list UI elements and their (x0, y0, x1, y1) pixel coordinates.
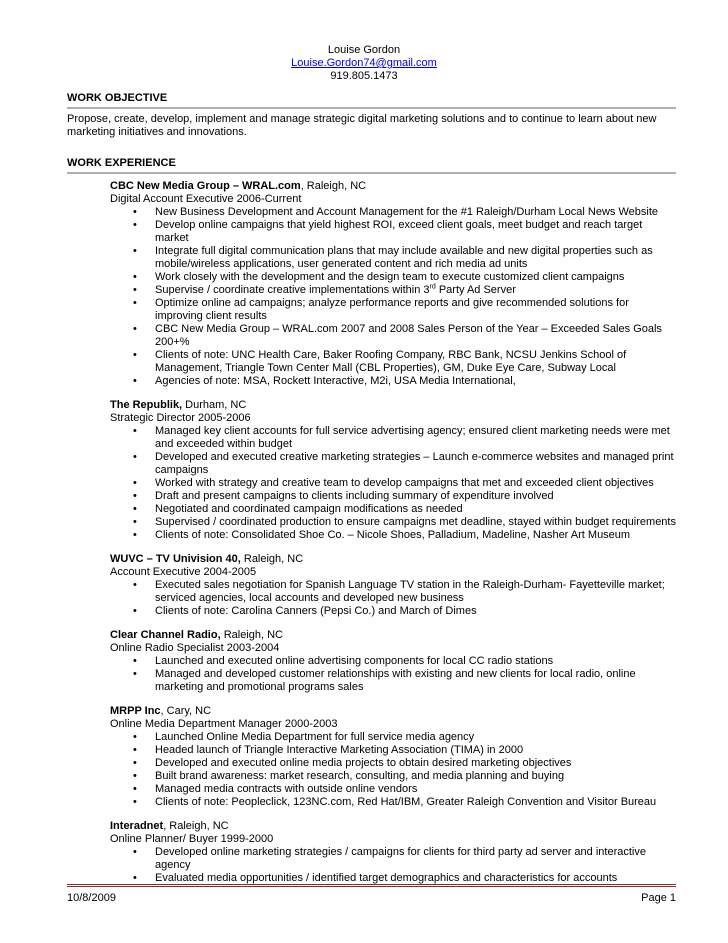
list-item (133, 757, 676, 770)
job-role: Online Media Department Manager 2000-2003 (110, 718, 338, 730)
list-item (133, 490, 676, 503)
job-entry (110, 705, 676, 809)
job-bullets (133, 655, 676, 694)
list-item (133, 451, 676, 477)
job-company: MRPP Inc (110, 705, 161, 717)
bullet-text: Built brand awareness: market research, consulting, and media planning and buying (155, 770, 565, 782)
job-location: , Cary, NC (160, 705, 212, 717)
list-item (133, 206, 676, 219)
job-bullets (133, 425, 676, 542)
bullet-text: Headed launch of Triangle Interactive Marketing Association (TIMA) in 2000 (155, 744, 524, 756)
footer-page: Page 1 (641, 892, 676, 904)
job-location: Durham, NC (182, 399, 247, 411)
experience-title: WORK EXPERIENCE (67, 157, 676, 174)
list-item (133, 796, 676, 809)
job-company: Clear Channel Radio, (110, 629, 221, 641)
job-company-line (110, 553, 676, 566)
bullet-text: Optimize online ad campaigns; analyze performance reports and give recommended solutions for improving client results (155, 297, 629, 322)
bullet-text: Clients of note: Peopleclick, 123NC.com, Red Hat/IBM, Greater Raleigh Convention and Visitor Bureau (155, 796, 657, 808)
job-entry (110, 553, 676, 618)
bullet-text: Agencies of note: MSA, Rockett Interactive, M2i, USA Media International, (155, 375, 516, 387)
list-item (133, 297, 676, 323)
list-item (133, 846, 676, 872)
list-item (133, 668, 676, 694)
job-company-line (110, 399, 676, 412)
job-location: , Raleigh, NC (163, 820, 229, 832)
bullet-text: Developed online marketing strategies / campaigns for clients for third party ad server and interactive agency (155, 846, 646, 871)
job-company-line (110, 629, 676, 642)
footer-date: 10/8/2009 (67, 892, 116, 904)
objective-section (67, 92, 676, 139)
bullet-text: Supervised / coordinated production to ensure campaigns met deadline, stayed within budget requirements (155, 516, 676, 528)
bullet-text: Clients of note: Carolina Canners (Pepsi Co.) and March of Dimes (155, 605, 477, 617)
list-item (133, 219, 676, 245)
job-bullets (133, 731, 676, 809)
bullet-text: Draft and present campaigns to clients including summary of expenditure involved (155, 490, 554, 502)
list-item (133, 516, 676, 529)
objective-text: Propose, create, develop, implement and manage strategic digital marketing solutions and to continue to learn about new marketing initiatives and innovations. (67, 113, 657, 138)
job-company: WUVC – TV Univision 40, (110, 553, 241, 565)
bullet-text: Managed media contracts with outside online vendors (155, 783, 418, 795)
list-item (133, 375, 676, 388)
job-company-line (110, 180, 676, 193)
bullet-text: Develop online campaigns that yield highest ROI, exceed client goals, meet budget and reach target market (155, 219, 643, 244)
job-role: Account Executive 2004-2005 (110, 566, 257, 578)
list-item (133, 323, 676, 349)
job-location: Raleigh, NC (220, 629, 283, 641)
job-entry (110, 820, 676, 885)
bullet-text: Worked with strategy and creative team to develop campaigns that met and exceeded client objectives (155, 477, 654, 489)
bullet-text: CBC New Media Group – WRAL.com 2007 and 2008 Sales Person of the Year – Exceeded Sales Goals 200+% (155, 323, 662, 348)
job-company-line (110, 820, 676, 833)
list-item (133, 477, 676, 490)
list-item (133, 744, 676, 757)
job-location: , Raleigh, NC (300, 180, 367, 192)
experience-section (67, 157, 676, 885)
list-item (133, 605, 676, 618)
job-company: The Republik, (110, 399, 183, 411)
job-bullets (133, 206, 676, 388)
job-entry (110, 629, 676, 694)
bullet-text: Supervise / coordinate creative implementations within 3 (155, 284, 430, 296)
bullet-text: Managed and developed customer relationships with existing and new clients for local radio, online marketing and promotional programs sales (155, 668, 636, 693)
bullet-text: Clients of note: UNC Health Care, Baker Roofing Company, RBC Bank, NCSU Jenkins School of Management, Triangle Town Center Mall (CBL Properties), GM, Duke Eye Care, Subway Local (155, 349, 627, 374)
list-item (133, 783, 676, 796)
footer (67, 884, 676, 905)
objective-title: WORK OBJECTIVE (67, 92, 676, 109)
bullet-text: Launched Online Media Department for full service media agency (155, 731, 475, 743)
list-item (133, 245, 676, 271)
bullet-text: Negotiated and coordinated campaign modifications as needed (155, 503, 463, 515)
job-entry (110, 399, 676, 542)
phone: 919.805.1473 (330, 70, 398, 82)
job-company: Interadnet (110, 820, 164, 832)
bullet-text: Integrate full digital communication plans that may include available and new digital properties such as mobile/wireless applications, user generated content and rich media ad units (155, 245, 653, 270)
bullet-text: Developed and executed online media projects to obtain desired marketing objectives (155, 757, 572, 769)
job-role: Strategic Director 2005-2006 (110, 412, 251, 424)
list-item (133, 284, 676, 297)
job-company-line (110, 705, 676, 718)
bullet-text: New Business Development and Account Management for the #1 Raleigh/Durham Local News Website (155, 206, 659, 218)
job-bullets (133, 846, 676, 885)
list-item (133, 655, 676, 668)
bullet-text: Work closely with the development and the design team to execute customized client campaigns (155, 271, 625, 283)
bullet-text: Developed and executed creative marketing strategies – Launch e-commerce websites and managed print campaigns (155, 451, 674, 476)
job-role: Online Radio Specialist 2003-2004 (110, 642, 280, 654)
list-item (133, 770, 676, 783)
bullet-text: Managed key client accounts for full service advertising agency; ensured client marketing needs were met and exceeded within budget (155, 425, 670, 450)
resume-header (0, 0, 728, 83)
list-item (133, 503, 676, 516)
list-item (133, 731, 676, 744)
bullet-text: Clients of note: Consolidated Shoe Co. – Nicole Shoes, Palladium, Madeline, Nasher Art Museum (155, 529, 631, 541)
job-entry (110, 180, 676, 388)
job-role: Digital Account Executive 2006-Current (110, 193, 302, 205)
job-bullets (133, 579, 676, 618)
name: Louise Gordon (327, 44, 401, 56)
bullet-text: Launched and executed online advertising components for local CC radio stations (155, 655, 554, 667)
job-company: CBC New Media Group – WRAL.com (110, 180, 301, 192)
list-item (133, 529, 676, 542)
list-item (133, 425, 676, 451)
bullet-text: Evaluated media opportunities / identified target demographics and characteristics for accounts (155, 872, 618, 884)
list-item (133, 271, 676, 284)
job-role: Online Planner/ Buyer 1999-2000 (110, 833, 274, 845)
bullet-text: Executed sales negotiation for Spanish Language TV station in the Raleigh-Durham- Fayetteville market; serviced agencies, local accounts and developed new business (155, 579, 665, 604)
superscript: rd (429, 283, 436, 291)
list-item (133, 579, 676, 605)
bullet-text-tail: Party Ad Server (435, 284, 516, 296)
job-location: Raleigh, NC (240, 553, 304, 565)
job-list (67, 180, 676, 885)
email-link[interactable]: Louise.Gordon74@gmail.com (291, 57, 437, 69)
list-item (133, 349, 676, 375)
